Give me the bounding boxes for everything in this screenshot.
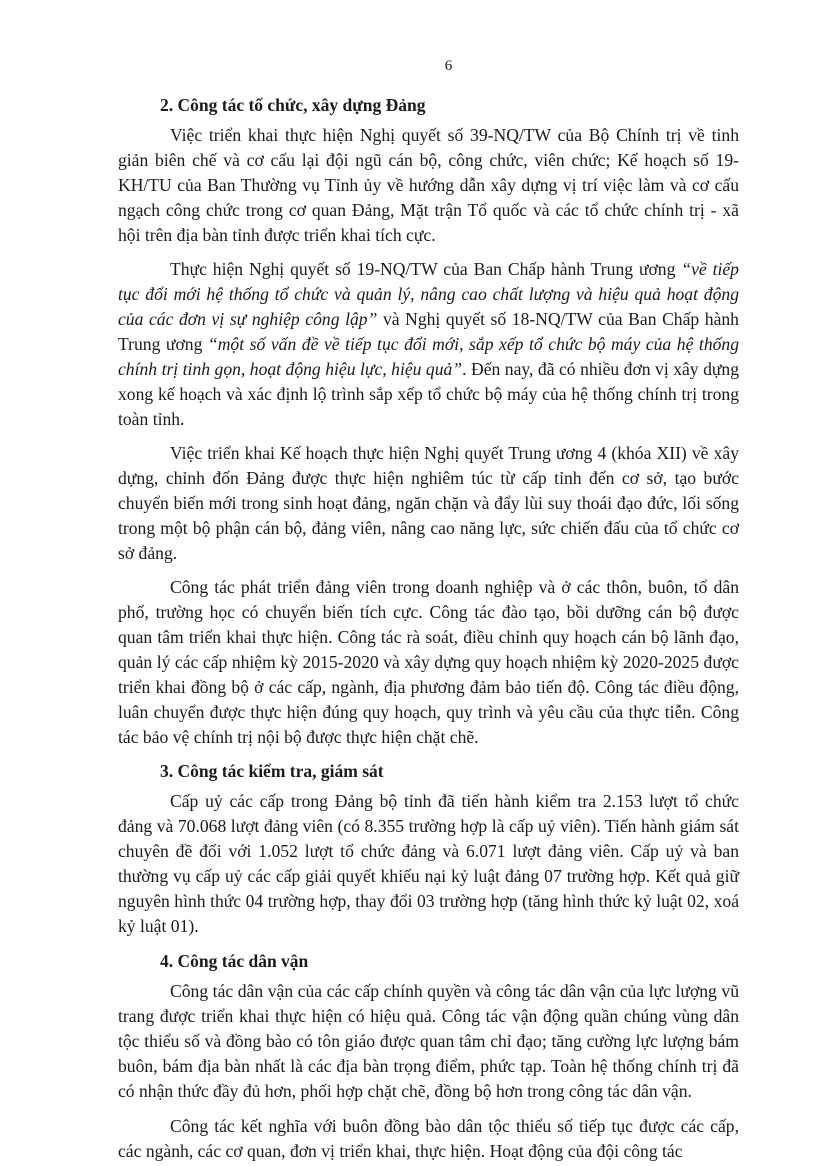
section-heading: 3. Công tác kiểm tra, giám sát bbox=[160, 761, 384, 781]
page-number: 6 bbox=[444, 58, 453, 74]
section-inspection bbox=[118, 759, 739, 939]
paragraph-text: . Đến nay, đã có nhiều đơn vị xây dựng xong kế hoạch và xác định lộ trình sắp xếp tổ chức bộ máy của hệ thống chính trị trong toàn tỉnh. bbox=[118, 359, 740, 429]
paragraph: Công tác phát triển đảng viên trong doanh nghiệp và ở các thôn, buôn, tổ dân phố, trường học có chuyển biến tích cực. Công tác đào tạo, bồi dưỡng cán bộ được quan tâm triển khai thực hiện. Công tác rà soát, điều chỉnh quy hoạch cán bộ lãnh đạo, quản lý các cấp nhiệm kỳ 2015-2020 và xây dựng quy hoạch nhiệm kỳ 2020-2025 được triển khai đồng bộ ở các cấp, ngành, địa phương đảm bảo tiến độ. Công tác điều động, luân chuyển được thực hiện đúng quy hoạch, quy trình và yêu cầu của thực tiễn. Công tác bảo vệ chính trị nội bộ được thực hiện chặt chẽ. bbox=[118, 577, 739, 747]
quoted-title: “về tiếp tục đổi mới hệ thống tổ chức và quản lý, nâng cao chất lượng và hiệu quả hoạt động của các đơn vị sự nghiệp công lập” bbox=[118, 259, 739, 329]
paragraph: Công tác dân vận của các cấp chính quyền và công tác dân vận của lực lượng vũ trang được triển khai thực hiện có hiệu quả. Công tác vận động quần chúng vùng dân tộc thiểu số và đồng bào có tôn giáo được quan tâm chỉ đạo; tăng cường lực lượng bám buôn, bám địa bàn nhất là các địa bàn trọng điểm, phức tạp. Toàn hệ thống chính trị đã có nhận thức đầy đủ hơn, phối hợp chặt chẽ, đồng bộ hơn trong công tác dân vận. bbox=[118, 981, 739, 1101]
paragraph: Công tác kết nghĩa với buôn đồng bào dân tộc thiểu số tiếp tục được các cấp, các ngành, các cơ quan, đơn vị triển khai, thực hiện. Hoạt động của đội công tác bbox=[118, 1116, 739, 1161]
paragraph: Việc triển khai thực hiện Nghị quyết số 39-NQ/TW của Bộ Chính trị về tinh giản biên chế và cơ cấu lại đội ngũ cán bộ, công chức, viên chức; Kế hoạch số 19-KH/TU của Ban Thường vụ Tỉnh ủy về hướng dẫn xây dựng vị trí việc làm và cơ cấu ngạch công chức trong cơ quan Đảng, Mặt trận Tổ quốc và các tổ chức chính trị - xã hội trên địa bàn tỉnh được triển khai tích cực. bbox=[118, 125, 739, 245]
section-heading: 4. Công tác dân vận bbox=[160, 951, 309, 971]
section-organization bbox=[118, 93, 739, 750]
section-mass-mobilization bbox=[118, 949, 739, 1164]
section-heading: 2. Công tác tổ chức, xây dựng Đảng bbox=[160, 95, 426, 115]
paragraph-text: và Nghị quyết số 18-NQ/TW của Ban Chấp hành Trung ương bbox=[118, 309, 739, 354]
paragraph: Cấp uỷ các cấp trong Đảng bộ tỉnh đã tiến hành kiểm tra 2.153 lượt tổ chức đảng và 70.068 lượt đảng viên (có 8.355 trường hợp là cấp uỷ viên). Tiến hành giám sát chuyên đề đối với 1.052 lượt tổ chức đảng và 6.071 lượt đảng viên. Cấp uỷ và ban thường vụ cấp uỷ các cấp giải quyết khiếu nại kỷ luật đảng 07 trường hợp. Kết quả giữ nguyên hình thức 04 trường hợp, thay đổi 03 trường hợp (tăng hình thức kỷ luật 02, xoá kỷ luật 01). bbox=[118, 791, 739, 936]
paragraph: Việc triển khai Kế hoạch thực hiện Nghị quyết Trung ương 4 (khóa XII) về xây dựng, chỉnh đốn Đảng được thực hiện nghiêm túc từ cấp tỉnh đến cơ sở, tạo bước chuyển biến mới trong sinh hoạt đảng, ngăn chặn và đẩy lùi suy thoái đạo đức, lối sống trong một bộ phận cán bộ, đảng viên, nâng cao năng lực, sức chiến đấu của tổ chức cơ sở đảng. bbox=[118, 443, 739, 563]
quoted-title: “một số vấn đề về tiếp tục đổi mới, sắp xếp tổ chức bộ máy của hệ thống chính trị tinh gọn, hoạt động hiệu lực, hiệu quả” bbox=[118, 334, 740, 379]
paragraph-text: Thực hiện Nghị quyết số 19-NQ/TW của Ban Chấp hành Trung ương bbox=[170, 259, 682, 279]
paragraph bbox=[118, 257, 739, 432]
